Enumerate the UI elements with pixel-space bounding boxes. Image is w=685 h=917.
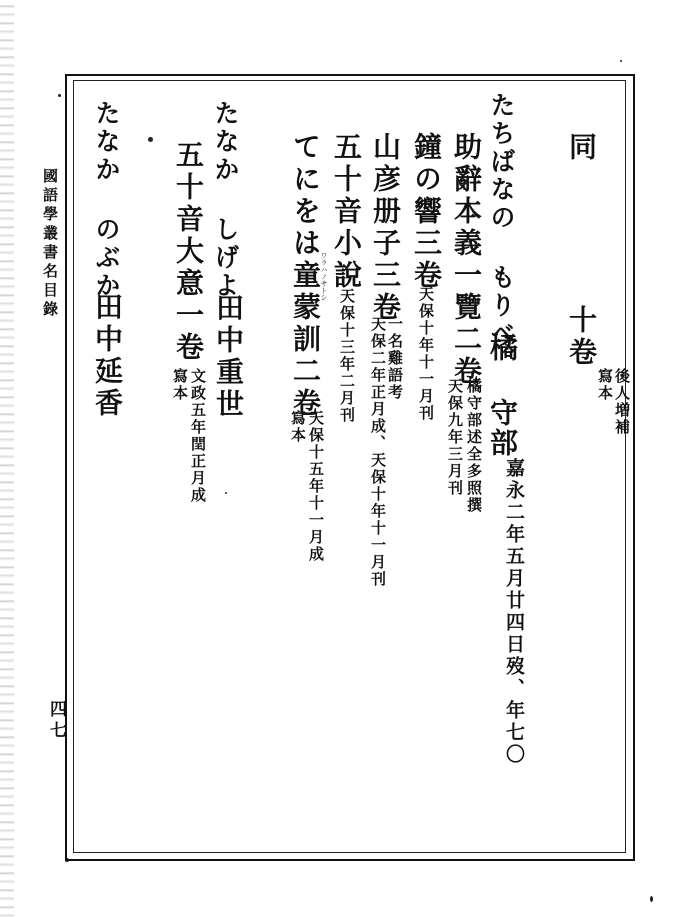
- ruby-reading: ワラハノサトシ: [320, 252, 328, 301]
- book-date-note: 天保二年正月成、天保十年十一月刊: [369, 316, 387, 588]
- book-alt-name: 一名雞語考: [386, 316, 404, 401]
- running-title: 國語學叢書名目錄: [41, 168, 59, 320]
- book-title: 助辭本義一覽二卷: [450, 132, 483, 388]
- book-title: てにをは童蒙訓二卷: [289, 132, 322, 420]
- book-completion-date: 文政五年閏正月成: [189, 368, 207, 504]
- ink-speck: [650, 896, 653, 902]
- author-reading: たちばなの もりべ: [487, 92, 516, 348]
- book-publication-date: 天保十年十一月刊: [417, 286, 435, 422]
- page-number: 四七: [46, 700, 66, 742]
- author-name: 橘 守部: [486, 333, 519, 458]
- note-manuscript: 寫本: [171, 368, 189, 402]
- author-death-date: 嘉永二年五月廿四日歿、年七〇: [503, 458, 525, 766]
- book-note-author: 橘守部述全多照撰: [465, 378, 483, 514]
- entry-same-marker: 同: [565, 132, 598, 164]
- book-title: 五十音大意一卷: [172, 140, 205, 364]
- book-completion-date: 天保十五年十一月成: [307, 410, 325, 563]
- note-later-additions: 後人増補: [613, 368, 631, 436]
- volume-count: 十卷: [565, 305, 598, 369]
- book-note-date: 天保九年三月刊: [446, 378, 464, 497]
- scan-edge-noise: [0, 0, 14, 917]
- ink-speck: [620, 60, 622, 62]
- author-reading: たなか のぶか: [92, 100, 121, 300]
- author-name: 田中延香: [91, 292, 124, 420]
- note-manuscript: 寫本: [289, 410, 307, 444]
- note-manuscript: 寫本: [596, 368, 614, 402]
- book-publication-date: 天保十三年二月刊: [338, 288, 356, 424]
- author-reading: たなか しげよ: [211, 100, 240, 300]
- book-title: 鐘の響三卷: [410, 132, 443, 292]
- book-title: 山彦册子三卷: [369, 132, 402, 324]
- author-name: 田中重世: [212, 293, 245, 421]
- ink-speck: [58, 94, 61, 97]
- book-title: 五十音小說: [330, 132, 363, 292]
